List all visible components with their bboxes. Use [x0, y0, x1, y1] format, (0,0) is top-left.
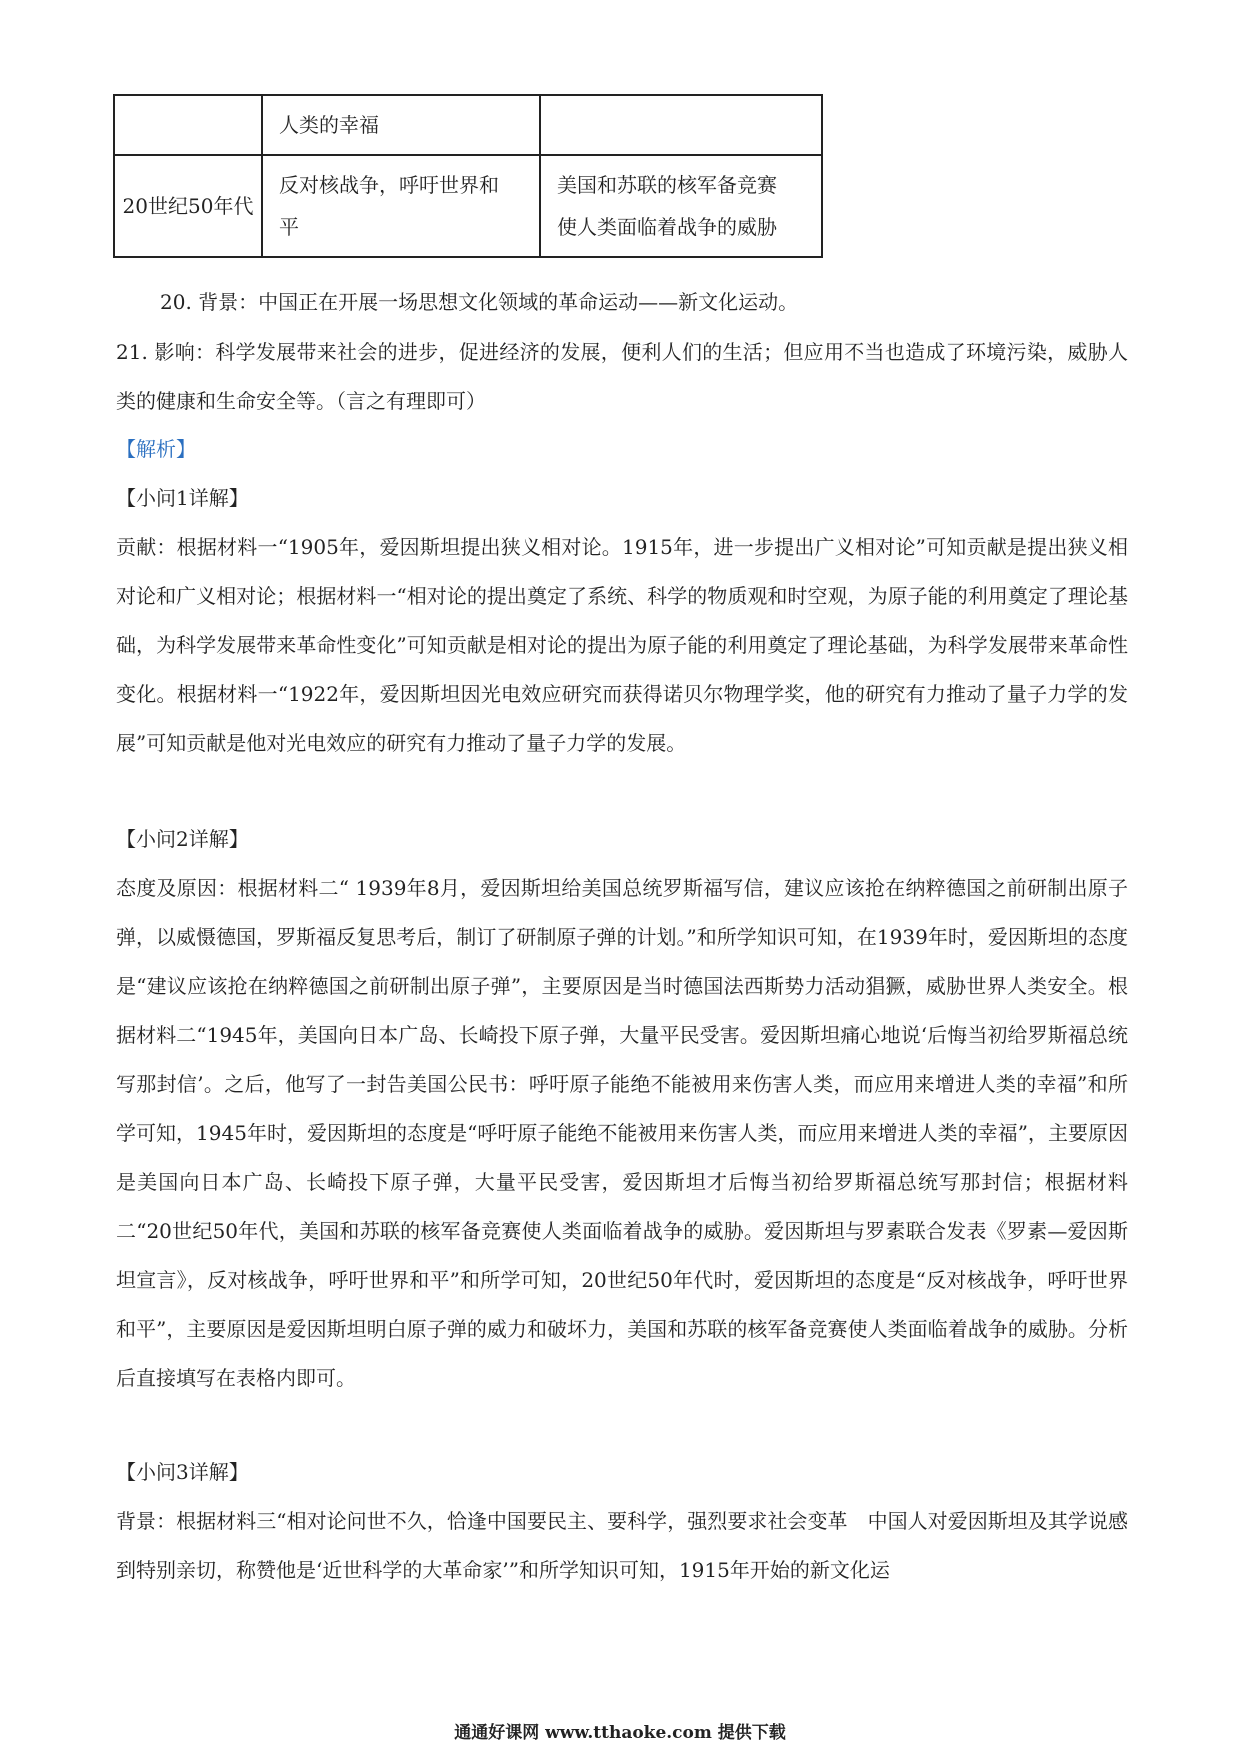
cell-line: 美国和苏联的核军备竞赛: [557, 173, 777, 197]
table-cell-reason: [540, 155, 822, 257]
table-row: [114, 95, 822, 155]
table-cell-period: 20世纪50年代: [114, 155, 262, 257]
page-footer: 通通好课网 www.tthaoke.com 提供下载: [454, 1723, 786, 1743]
table-cell: [540, 95, 822, 155]
cell-line: 反对核战争，呼吁世界和: [279, 173, 499, 197]
section-heading: 【小问2详解】: [116, 827, 249, 851]
analysis-section-2: [116, 815, 1128, 1403]
answer-table: [113, 94, 823, 258]
analysis-section-3: [116, 1448, 1128, 1595]
section-text: 背景：根据材料三“相对论问世不久，恰逢中国要民主、要科学，强烈要求社会变革 中国人对爱因斯坦及其学说感到特别亲切，称赞他是‘近世科学的大革命家’”和所学知识可知，1915年开始的新文化运: [116, 1509, 1128, 1582]
table-cell-attitude: [262, 155, 540, 257]
analysis-section-1: [116, 474, 1128, 768]
section-text: 态度及原因：根据材料二“ 1939年8月，爱因斯坦给美国总统罗斯福写信，建议应该抢在纳粹德国之前研制出原子弹，以威慑德国，罗斯福反复思考后，制订了研制原子弹的计划。”和所学知识可知，在1939年时，爱因斯坦的态度是“建议应该抢在纳粹德国之前研制出原子弹”，主要原因是当时德国法西斯势力活动猖獗，威胁世界人类安全。根据材料二“1945年，美国向日本广岛、长崎投下原子弹，大量平民受害。爱因斯坦痛心地说‘后悔当初给罗斯福总统写那封信’。之后，他写了一封告美国公民书：呼吁原子能绝不能被用来伤害人类，而应用来增进人类的幸福”和所学可知，1945年时，爱因斯坦的态度是“呼吁原子能绝不能被用来伤害人类，而应用来增进人类的幸福”，主要原因是美国向日本广岛、长崎投下原子弹，大量平民受害，爱因斯坦才后悔当初给罗斯福总统写那封信；根据材料二“20世纪50年代，美国和苏联的核军备竞赛使人类面临着战争的威胁。爱因斯坦与罗素联合发表《罗素—爱因斯坦宣言》，反对核战争，呼吁世界和平”和所学可知，20世纪50年代时，爱因斯坦的态度是“反对核战争，呼吁世界和平”，主要原因是爱因斯坦明白原子弹的威力和破坏力，美国和苏联的核军备竞赛使人类面临着战争的威胁。分析后直接填写在表格内即可。: [116, 876, 1128, 1390]
cell-line: 使人类面临着战争的威胁: [557, 215, 777, 239]
section-text: 贡献：根据材料一“1905年，爱因斯坦提出狭义相对论。1915年，进一步提出广义相对论”可知贡献是提出狭义相对论和广义相对论；根据材料一“相对论的提出奠定了系统、科学的物质观和时空观，为原子能的利用奠定了理论基础，为科学发展带来革命性变化”可知贡献是相对论的提出为原子能的利用奠定了理论基础，为科学发展带来革命性变化。根据材料一“1922年，爱因斯坦因光电效应研究而获得诺贝尔物理学奖，他的研究有力推动了量子力学的发展”可知贡献是他对光电效应的研究有力推动了量子力学的发展。: [116, 535, 1128, 755]
table-row: [114, 155, 822, 257]
answer-20: 20. 背景：中国正在开展一场思想文化领域的革命运动——新文化运动。: [160, 290, 799, 314]
answer-21: 21. 影响：科学发展带来社会的进步，促进经济的发展，便利人们的生活；但应用不当也造成了环境污染，威胁人类的健康和生命安全等。（言之有理即可）: [116, 340, 1128, 413]
cell-line: 平: [279, 215, 299, 239]
analysis-label: 【解析】: [116, 437, 196, 461]
table-cell: 人类的幸福: [262, 95, 540, 155]
table-cell: [114, 95, 262, 155]
section-heading: 【小问3详解】: [116, 1460, 249, 1484]
section-heading: 【小问1详解】: [116, 486, 249, 510]
